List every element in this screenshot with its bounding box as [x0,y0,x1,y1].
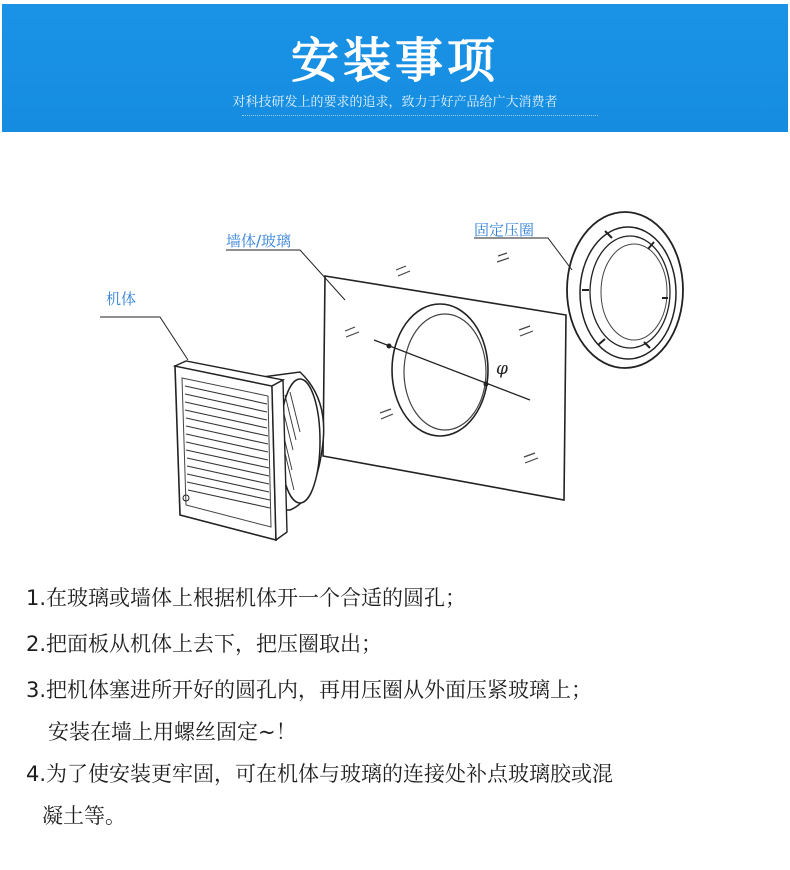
step-4: 4.为了使安装更牢固，可在机体与玻璃的连接处补点玻璃胶或混 [26,762,614,786]
page-subtitle: 对科技研发上的要求的追求，致力于好产品给广大消费者 [232,95,558,110]
glass-panel [323,253,566,500]
label-fan-body: 机体 [106,290,137,308]
header-banner [2,4,788,132]
step-4-continued: 凝土等。 [42,804,126,828]
step-3-continued: 安装在墙上用螺丝固定~！ [48,720,297,744]
step-2: 2.把面板从机体上去下，把压圈取出； [26,632,383,656]
decorative-divider [242,115,598,117]
page-title: 安装事项 [290,33,499,89]
fan-body [175,361,324,540]
installation-diagram [0,190,790,550]
fixing-ring [567,212,683,368]
step-3: 3.把机体塞进所开好的圆孔内，再用压圈从外面压紧玻璃上； [26,678,593,702]
diameter-symbol: φ [496,359,508,379]
label-wall-glass: 墙体/玻璃 [226,232,292,250]
step-1: 1.在玻璃或墙体上根据机体开一个合适的圆孔； [26,586,467,610]
label-fixing-ring: 固定压圈 [474,221,535,239]
